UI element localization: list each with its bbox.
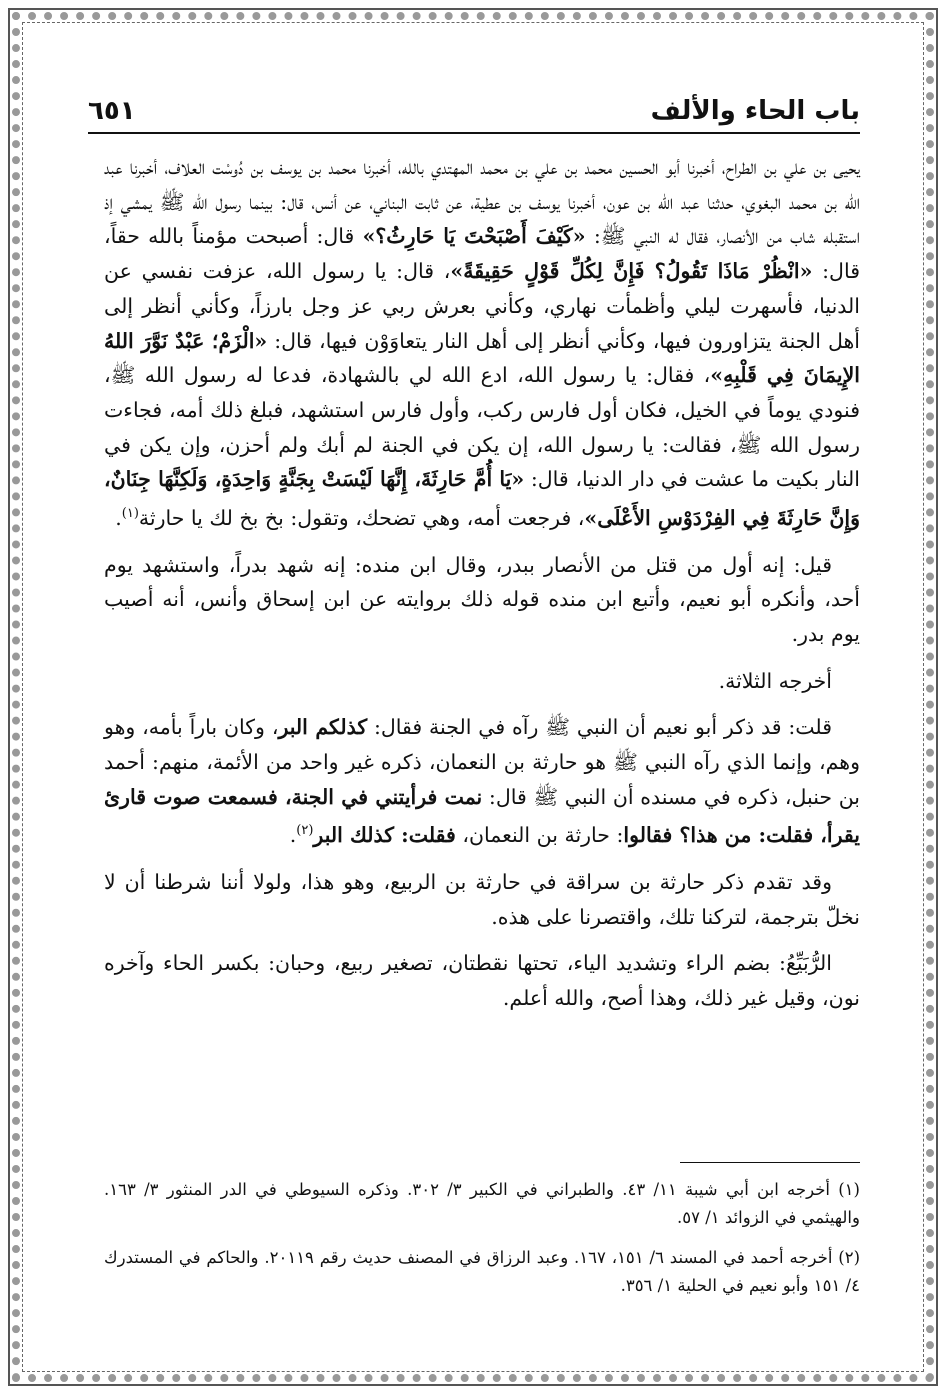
prophetic-quote: «يَا أُمَّ حَارِثَةَ، إِنَّهَا لَيْسَتْ بِجَنَّةٍ وَاحِدَةٍ، وَلَكِنَّهَا جِنَانٌ، وَإِنَّ حَارِثَةَ فِي الفِرْدَوْسِ الأَعْلَى»: [104, 467, 860, 530]
footnotes: [104, 1176, 860, 1312]
text-run: : حارثة بن النعمان،: [455, 823, 624, 848]
paragraph-crossref: وقد تقدم ذكر حارثة بن سراقة في حارثة بن الربيع، وهو هذا، ولولا أننا شرطنا أن لا نخلّ بترجمة، لتركنا تلك، واقتصرنا على هذه.: [104, 870, 860, 929]
footnote-ref-1[interactable]: (١): [121, 506, 139, 522]
text-run: ، فقال: يا رسول الله، ادع الله لي بالشهادة، فدعا له رسول الله ﷺ، فنودي يوماً في الخيل، فكان أول فارس ركب، وأول فارس استشهد، فبلغ ذلك أمه، فجاءت رسول الله ﷺ، فقالت: يا رسول الله، إن يكن في الجنة لم أبك ولم أحزن، وإن يكن في النار بكيت ما عشت في دار الدنيا، قال:: [104, 363, 860, 492]
footnote-ref-2[interactable]: (٢): [296, 823, 314, 839]
text-run: قال: أصبحت مؤمناً بالله حقاً، قال:: [104, 224, 860, 284]
paragraph-orthography: [104, 946, 860, 1015]
paragraph-notes: قيل: إنه أول من قتل من الأنصار ببدر، وقال ابن منده: إنه شهد بدراً، واستشهد يوم أحد، وأنكره أبو نعيم، وأتبع ابن منده قوله ذلك بروايته عن ابن إسحاق وأنس، أنه أصيب يوم بدر.: [104, 552, 860, 646]
prophetic-quote: «كَيْفَ أَصْبَحْتَ يَا حَارِثُ؟»: [362, 224, 586, 249]
text-run: ، فرجعت أمه، وهي تضحك، وتقول: بخ بخ لك يا حارثة: [138, 505, 585, 530]
footnote-1: (١) أخرجه ابن أبي شيبة ١١/ ٤٣. والطبراني في الكبير ٣/ ٣٠٢. وذكره السيوطي في الدر المنثور ٣/ ١٦٣. والهيثمي في الزوائد ١/ ٥٧.: [104, 1180, 860, 1227]
text-run: يحيى بن علي بن الطراح، أخبرنا أبو الحسين محمد بن علي بن محمد المهتدي بالله، أخبرنا محمد بن يوسف بن دُوسْت العلاف، أخبرنا عبد الله بن محمد البغوي، حدثنا عبد الله بن عون، أخبرنا يوسف بن عطية، عن ثابت البناني، عن أنس، قال: بينما رسول الله ﷺ يمشي إذ استقبله شاب من الأنصار، فقال له النبي ﷺ:: [104, 155, 860, 249]
text-run: : بضم الراء وتشديد الياء، تحتها نقطتان، تصغير ربيع، وحبان: بكسر الحاء وآخره نون، وقيل غير ذلك، وهذا أصح، والله أعلم.: [104, 951, 860, 1011]
text-run: .: [115, 505, 122, 530]
quote-bold: كذلكم البر: [278, 715, 368, 740]
quote-bold: فقلت: كذلك البر: [313, 823, 456, 848]
text-run: .: [289, 823, 297, 848]
running-header: [88, 96, 860, 134]
prophetic-quote: «انْظُرْ مَاذَا تَقُولُ؟ فَإِنَّ لِكُلِّ قَوْلٍ حَقِيقَةً»: [450, 259, 813, 284]
paragraph-correction: [104, 710, 860, 853]
footnote-divider: [680, 1162, 860, 1163]
term: الرُّبَيِّعُ: [785, 951, 832, 976]
footnote-2: (٢) أخرجه أحمد في المسند ٦/ ١٥١، ١٦٧. وعبد الرزاق في المصنف حديث رقم ٢٠١١٩. والحاكم في المستدرك ٤/ ١٥١ وأبو نعيم في الحلية ١/ ٣٥٦.: [104, 1248, 861, 1295]
chapter-title: باب الحاء والألف: [650, 96, 860, 126]
main-text: [104, 150, 860, 1016]
text-run: ، وكان باراً بأمه، وهو وهم، وإنما الذي رآه النبي ﷺ هو حارثة بن النعمان، ذكره غير واحد من الأئمة، منهم: أحمد بن حنبل، ذكره في مسنده أن النبي ﷺ قال:: [104, 715, 860, 809]
prophetic-quote: «الْزَمْ؛ عَبْدٌ نَوَّرَ اللهُ الإِيمَانَ فِي قَلْبِهِ»: [104, 328, 860, 388]
quote-bold: نمت فرأيتني في الجنة، فسمعت صوت قارئ يقرأ، فقلت: من هذا؟ فقالوا: [104, 784, 860, 848]
paragraph-hadith: [104, 150, 860, 536]
paragraph-source: أخرجه الثلاثة.: [718, 668, 832, 693]
text-run: قلت: قد ذكر أبو نعيم أن النبي ﷺ رآه في الجنة فقال:: [367, 715, 833, 740]
text-run: ، قال: يا رسول الله، عزفت نفسي عن الدنيا، فأسهرت ليلي وأظمأت نهاري، وكأني بعرش ربي عز وجل بارزاً، وكأني أنظر إلى أهل الجنة يتزاورون فيها، وكأني أنظر إلى أهل النار يتعاوَوْن فيها، قال:: [104, 259, 860, 353]
page-number: ٦٥١: [88, 96, 136, 126]
